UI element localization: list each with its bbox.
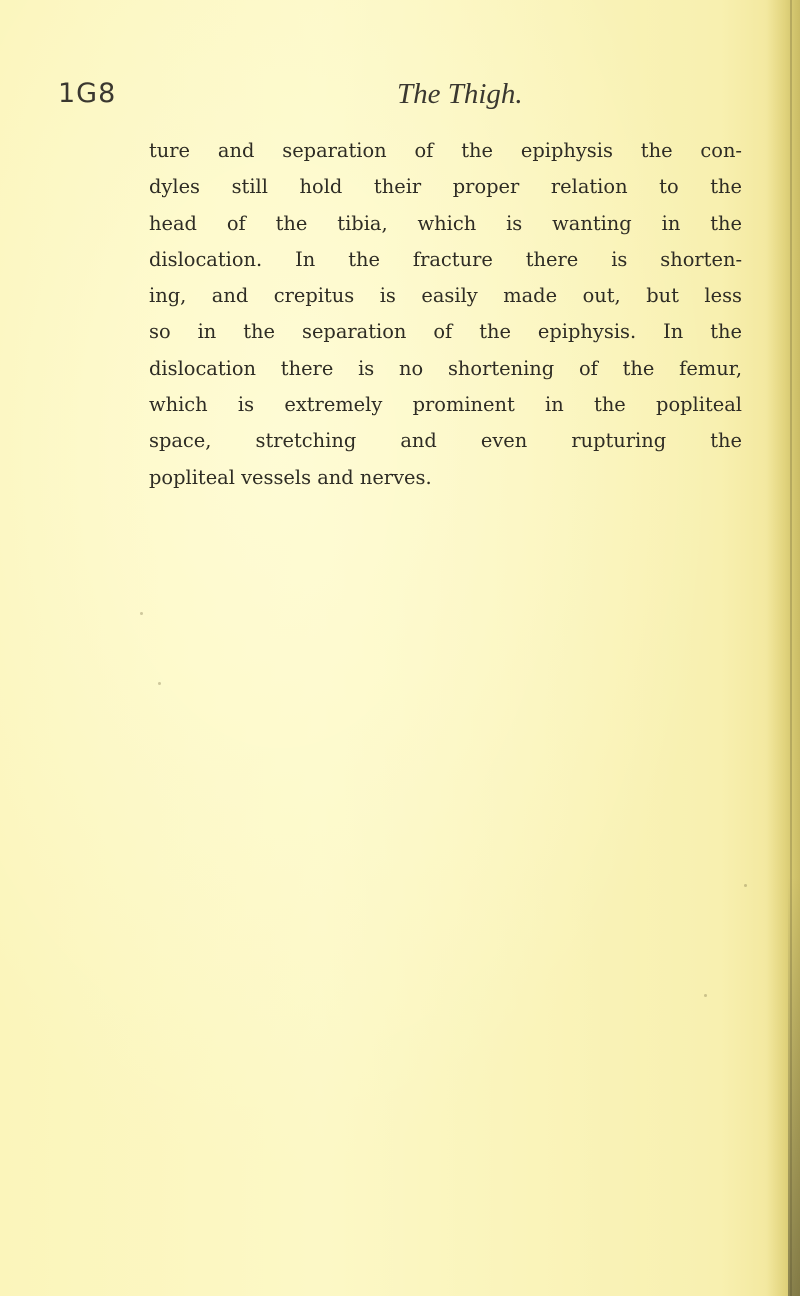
page-header <box>0 78 800 118</box>
text-line: which is extremely prominent in the popliteal <box>149 393 742 417</box>
text-line: dislocation. In the fracture there is shorten- <box>149 247 742 271</box>
paper-speck <box>140 612 143 615</box>
running-title: The Thigh. <box>397 78 523 110</box>
text-line: so in the separation of the epiphysis. In the <box>149 320 742 344</box>
text-line: ing, and crepitus is easily made out, but less <box>149 284 742 308</box>
paper-speck <box>158 682 161 685</box>
paper-speck <box>744 884 747 887</box>
page-number: 1G8 <box>58 78 117 109</box>
text-line: space, stretching and even rupturing the <box>149 429 742 453</box>
body-paragraph <box>149 133 742 496</box>
text-line: ture and separation of the epiphysis the con- <box>149 139 742 162</box>
text-line: popliteal vessels and nerves. <box>149 465 432 489</box>
paper-speck <box>704 994 707 997</box>
text-line: dislocation there is no shortening of the femur, <box>149 356 742 380</box>
text-line: dyles still hold their proper relation to the <box>149 175 742 199</box>
text-line: head of the tibia, which is wanting in the <box>149 211 742 235</box>
page-edge-dark-corner <box>788 876 800 1296</box>
